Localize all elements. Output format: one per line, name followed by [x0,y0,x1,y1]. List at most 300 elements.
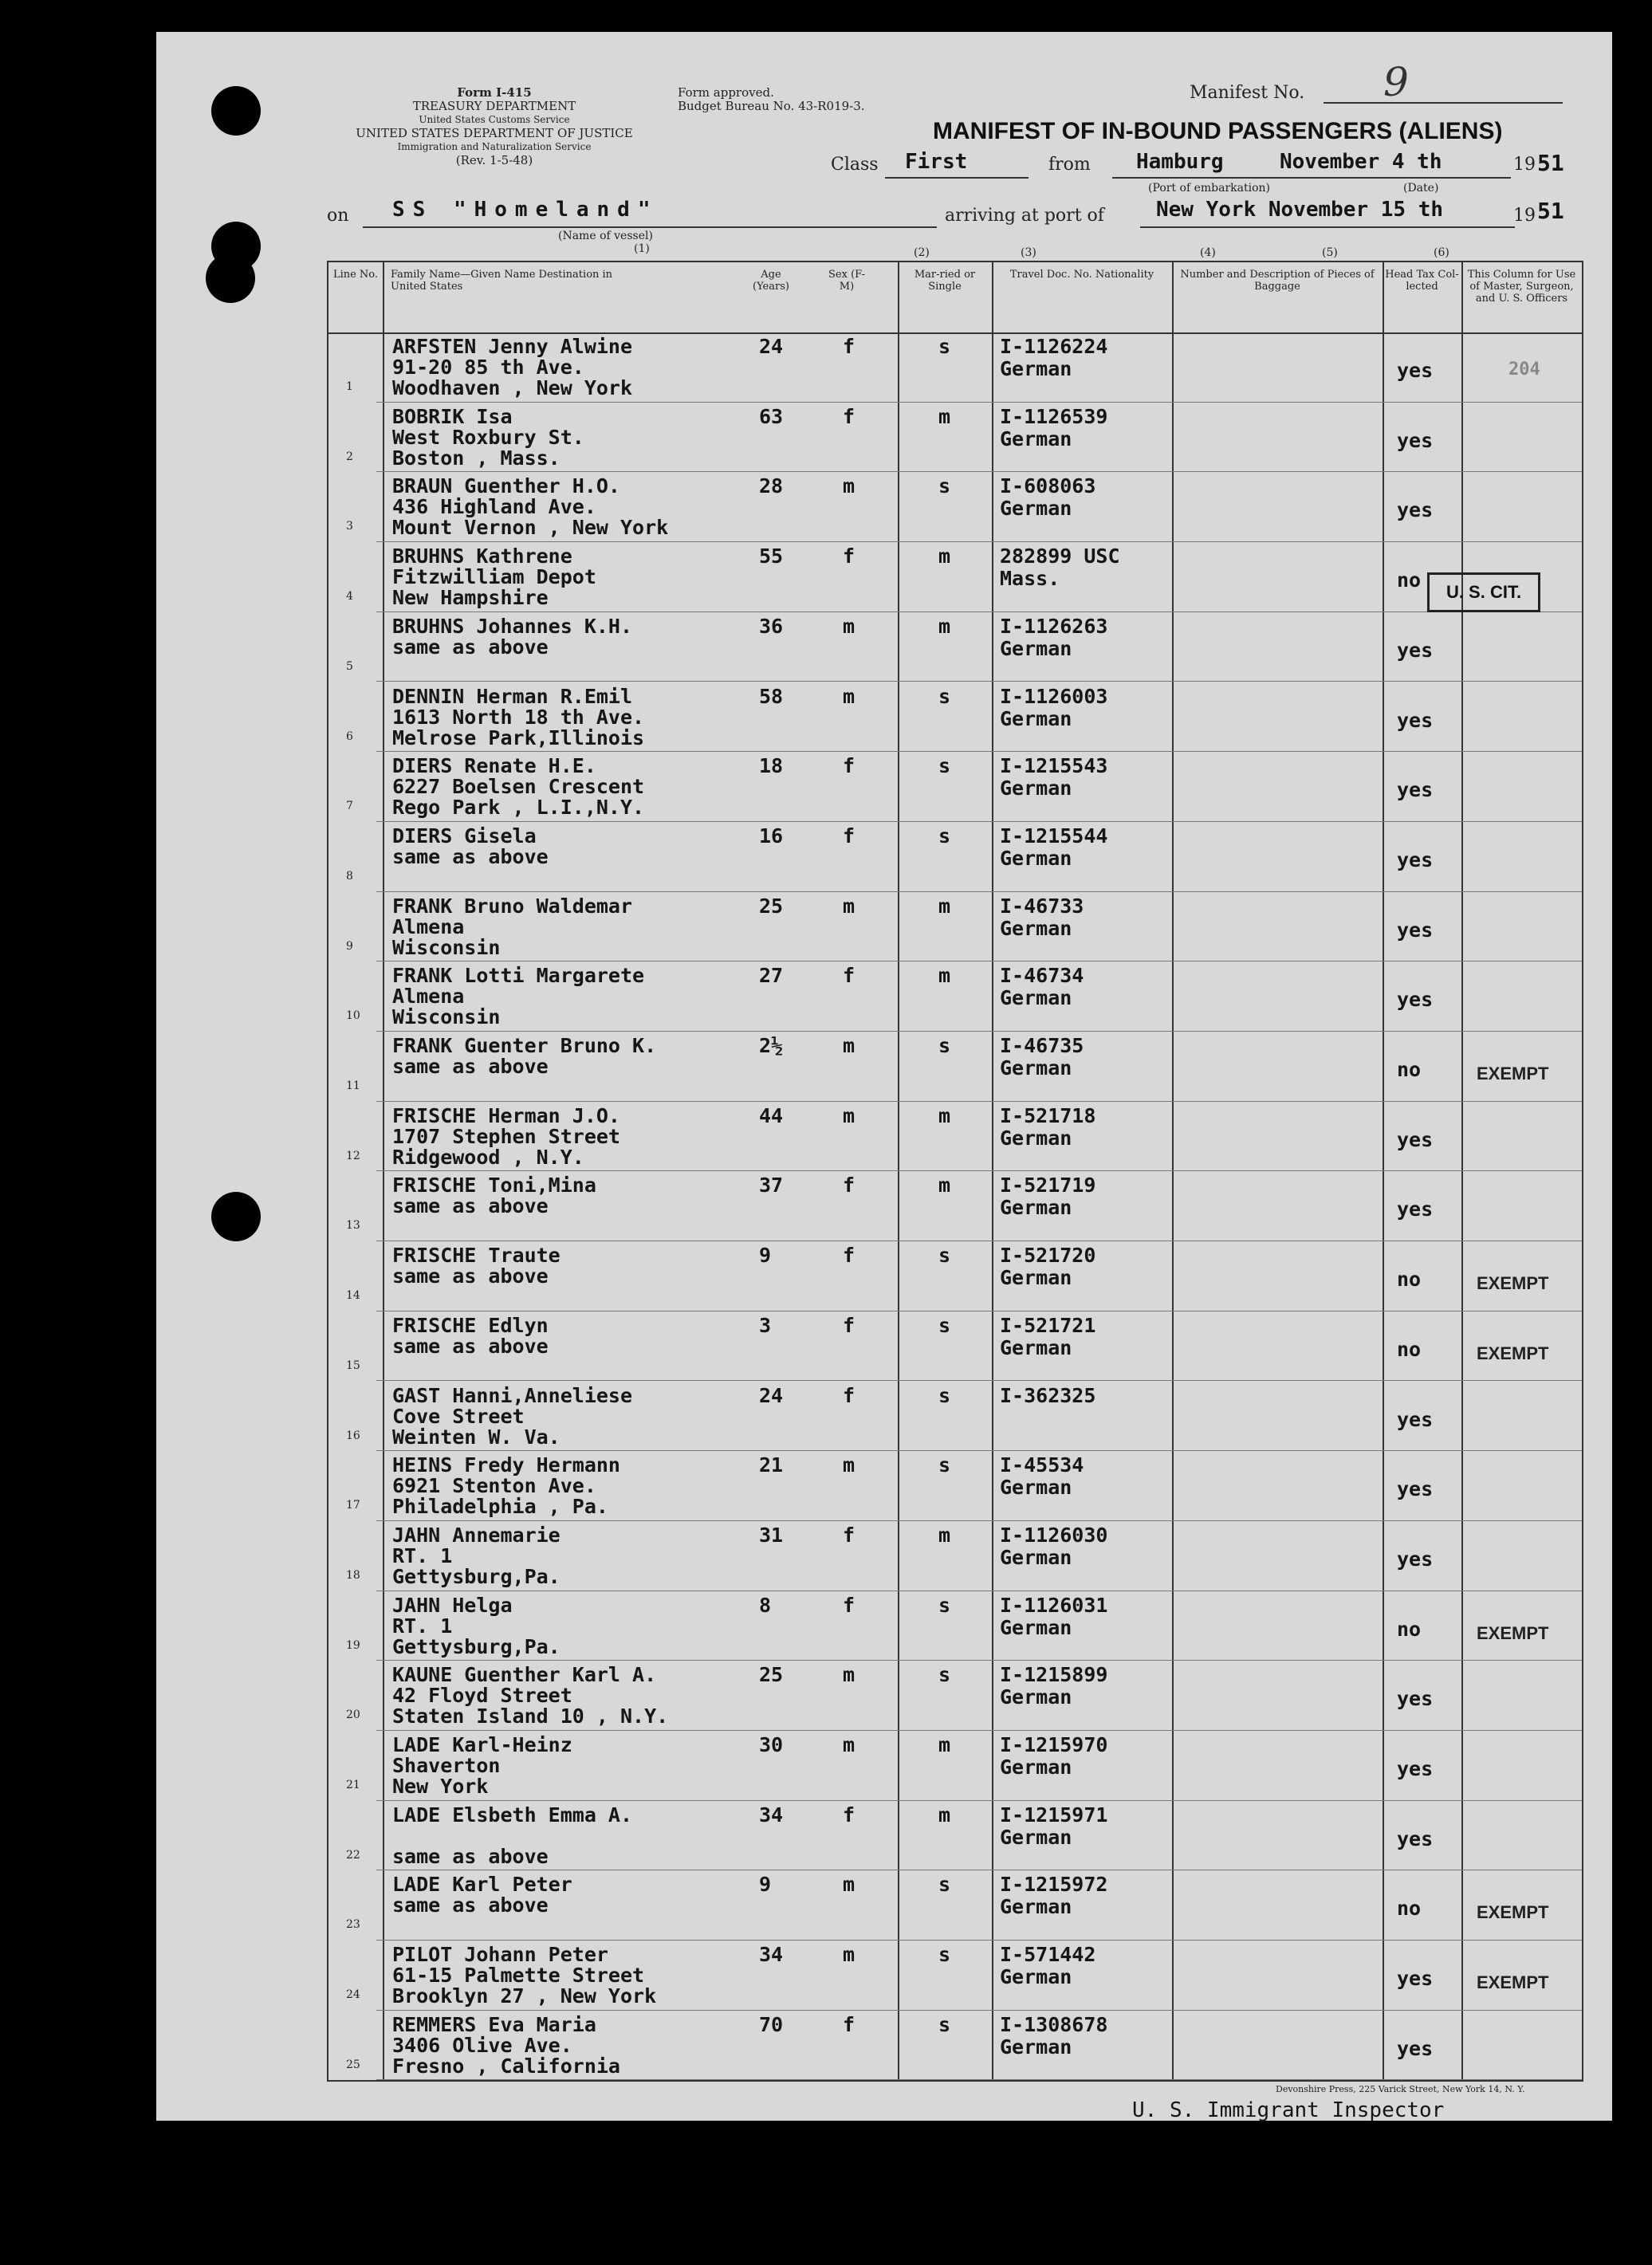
address-city: New York [392,1775,489,1798]
passenger-name: FRISCHE Traute [392,1244,560,1268]
class-value: First [905,150,968,174]
address-line: 1707 Stephen Street [392,1124,620,1148]
sex: m [843,1943,856,1967]
nationality: German [1000,497,1072,521]
sex: f [843,1174,856,1197]
head-tax: no [1397,568,1422,592]
line-number: 10 [346,1009,360,1023]
travel-doc-number: I-362325 [1000,1383,1096,1407]
marital-status: m [938,1174,951,1197]
address-line: same as above [392,1893,549,1917]
sex: m [843,614,856,638]
address-line: 3406 Olive Ave. [392,2033,572,2057]
on-label: on [327,206,349,226]
address-line: 1613 North 18 th Ave. [392,705,645,729]
address-city: New Hampshire [392,586,549,610]
address-line: same as above [392,1194,549,1218]
head-tax: yes [1397,1547,1434,1571]
address-line: 6227 Boelsen Crescent [392,775,645,799]
address-line: Fitzwilliam Depot [392,565,596,589]
sex: f [843,964,856,988]
col-head-travel: Travel Doc. No. Nationality [1009,269,1154,281]
address-city: Brooklyn 27 , New York [392,1984,657,2008]
marital-status: s [938,1593,951,1617]
us-citizen-stamp: U. S. CIT. [1427,572,1540,612]
class-label: Class [831,155,879,175]
nationality: German [1000,986,1072,1010]
marital-status: m [938,964,951,988]
officer-note: EXEMPT [1477,1343,1549,1363]
address-city: Boston , Mass. [392,446,560,470]
sex: f [843,824,856,847]
travel-doc-number: I-46733 [1000,894,1084,918]
arrival-port-date: New York November 15 th [1156,198,1444,222]
address-line: same as above [392,1055,549,1078]
column-number: (6) [1434,246,1449,259]
address-line: West Roxbury St. [392,425,584,449]
column-number: (3) [1021,246,1036,259]
age: 25 [759,894,784,918]
table-row [328,1311,1582,1382]
nationality: German [1000,916,1072,940]
line-number: 23 [346,1918,360,1932]
form-number: Form I-415 [457,85,532,100]
line-number: 1 [346,380,353,393]
passenger-name: PILOT Johann Peter [392,1943,608,1967]
sex: m [843,474,856,498]
address-line: same as above [392,635,549,659]
head-tax: yes [1397,988,1434,1012]
head-tax: yes [1397,1967,1434,1991]
sex: f [843,1523,856,1547]
passenger-name: FRISCHE Edlyn [392,1313,549,1337]
col-head-baggage: Number and Description of Pieces of Baggage [1180,269,1375,293]
manifest-table [327,261,1583,2082]
table-row [328,1661,1582,1731]
column-number: (2) [914,246,930,259]
address-line: 91-20 85 th Ave. [392,356,584,379]
age: 24 [759,1383,784,1407]
marital-status: m [938,545,951,568]
address-city: Fresno , California [392,2054,620,2078]
manifest-label: Manifest No. [1190,83,1305,103]
marital-status: s [938,684,951,708]
passenger-name: DIERS Gisela [392,824,537,847]
age: 3 [759,1313,772,1337]
table-row [328,1801,1582,1871]
age: 58 [759,684,784,708]
travel-doc-number: I-608063 [1000,474,1096,498]
inspector-signature-line: U. S. Immigrant Inspector [1132,2098,1445,2122]
head-tax: yes [1397,1687,1434,1711]
line-number: 18 [346,1568,360,1582]
col-head-age: Age (Years) [753,269,789,293]
from-underline [1112,177,1511,179]
officer-note: EXEMPT [1477,1622,1549,1643]
press-imprint: Devonshire Press, 225 Varick Street, New York 14, N. Y. [1276,2084,1525,2094]
sex: m [843,894,856,918]
age: 2½ [759,1034,784,1057]
address-line: Almena [392,914,465,938]
age: 34 [759,1943,784,1967]
age: 70 [759,2012,784,2036]
passenger-name: BOBRIK Isa [392,404,513,428]
sex: m [843,684,856,708]
age: 18 [759,754,784,778]
form-ins: Immigration and Naturalization Service [397,141,592,152]
passenger-name: BRAUN Guenther H.O. [392,474,620,498]
marital-status: s [938,1873,951,1897]
table-row [328,1521,1582,1591]
passenger-name: FRISCHE Herman J.O. [392,1103,620,1127]
nationality: German [1000,777,1072,800]
year-prefix: 19 [1513,155,1536,175]
head-tax: yes [1397,1127,1434,1151]
nationality: German [1000,636,1072,660]
travel-doc-number: I-1126031 [1000,1593,1108,1617]
line-number: 4 [346,590,353,604]
manifest-number: 9 [1383,59,1409,105]
sex: f [843,1593,856,1617]
line-number: 6 [346,729,353,743]
table-row [328,822,1582,892]
nationality: German [1000,1476,1072,1500]
address-line: Shaverton [392,1754,501,1777]
line-number: 19 [346,1638,360,1652]
address-line: 61-15 Palmette Street [392,1964,645,1988]
form-revision: (Rev. 1-5-48) [455,153,533,167]
sex: m [843,1103,856,1127]
marital-status: s [938,1383,951,1407]
sex: m [843,1663,856,1687]
table-row [328,472,1582,542]
age: 30 [759,1733,784,1756]
line-number: 22 [346,1848,360,1862]
head-tax: no [1397,1268,1422,1292]
marital-status: s [938,474,951,498]
binder-hole [211,1192,261,1241]
travel-doc-number: I-1126003 [1000,684,1108,708]
column-number: (4) [1200,246,1216,259]
marital-status: m [938,404,951,428]
nationality: German [1000,1335,1072,1359]
sex: f [843,545,856,568]
line-number: 7 [346,800,353,813]
officer-note: EXEMPT [1477,1273,1549,1294]
passenger-name: HEINS Fredy Hermann [392,1453,620,1477]
address-line: RT. 1 [392,1543,453,1567]
passenger-name: JAHN Helga [392,1593,513,1617]
nationality: German [1000,1825,1072,1849]
nationality: German [1000,1266,1072,1290]
binder-hole [211,86,261,136]
table-row [328,752,1582,822]
sex: f [843,335,856,358]
address-line: 6921 Stenton Ave. [392,1474,596,1498]
address-line: same as above [392,1334,549,1358]
age: 31 [759,1523,784,1547]
age: 24 [759,335,784,358]
officer-note: EXEMPT [1477,1064,1549,1083]
line-number: 5 [346,659,353,673]
travel-doc-number: I-521721 [1000,1313,1096,1337]
travel-doc-number: I-45534 [1000,1453,1084,1477]
address-city: Wisconsin [392,1005,501,1029]
age: 8 [759,1593,772,1617]
head-tax: no [1397,1058,1422,1081]
arrival-underline [1140,226,1515,228]
head-tax: yes [1397,918,1434,942]
head-tax: yes [1397,1197,1434,1221]
line-number: 21 [346,1779,360,1791]
vessel-underline [363,226,937,228]
travel-doc-number: I-46735 [1000,1034,1084,1057]
nationality: German [1000,1196,1072,1220]
table-row [328,1382,1582,1452]
age: 28 [759,474,784,498]
sex: f [843,1313,856,1337]
head-tax: yes [1397,1757,1434,1780]
nationality: German [1000,1965,1072,1989]
age: 63 [759,404,784,428]
travel-doc-number: I-1215970 [1000,1733,1108,1756]
column-number: (5) [1322,246,1338,259]
nationality: German [1000,706,1072,730]
age: 36 [759,614,784,638]
age: 9 [759,1244,772,1268]
date-caption: (Date) [1403,182,1439,195]
head-tax: yes [1397,1827,1434,1850]
manifest-title: MANIFEST OF IN-BOUND PASSENGERS (ALIENS) [933,118,1503,144]
table-row [328,542,1582,612]
row-divider [376,2079,1582,2080]
vessel-name: SS "Homeland" [392,198,659,222]
marital-status: s [938,335,951,358]
binder-hole [211,2125,261,2174]
head-tax: yes [1397,2036,1434,2060]
sex: f [843,1244,856,1268]
officer-note: EXEMPT [1477,1972,1549,1993]
head-tax: yes [1397,778,1434,802]
age: 37 [759,1174,784,1197]
address-city: Philadelphia , Pa. [392,1495,608,1519]
arrival-year-suffix: 51 [1537,198,1564,224]
sex: f [843,2012,856,2036]
nationality: German [1000,1615,1072,1639]
travel-doc-number: I-1308678 [1000,2012,1108,2036]
marital-status: m [938,1733,951,1756]
address-line: RT. 1 [392,1614,453,1638]
class-underline [885,177,1029,179]
address-city: Ridgewood , N.Y. [392,1145,584,1169]
marital-status: m [938,1803,951,1827]
passenger-name: FRANK Lotti Margarete [392,964,645,988]
marital-status: s [938,1453,951,1477]
col-head-tax: Head Tax Col-lected [1385,269,1459,293]
from-label: from [1048,155,1091,175]
sex: m [843,1873,856,1897]
sex: f [843,404,856,428]
table-row [328,682,1582,753]
marital-status: m [938,894,951,918]
table-row [328,961,1582,1032]
marital-status: s [938,1034,951,1057]
sex: m [843,1453,856,1477]
officer-note: 204 [1508,360,1540,379]
address-city: Woodhaven , New York [392,376,633,399]
line-number: 2 [346,450,353,463]
table-row [328,1870,1582,1941]
nationality: German [1000,846,1072,870]
nationality: Mass. [1000,567,1060,591]
head-tax: yes [1397,428,1434,452]
address-city: Gettysburg,Pa. [392,1634,560,1658]
passenger-name: DENNIN Herman R.Emil [392,684,633,708]
age: 9 [759,1873,772,1897]
table-row [328,612,1582,682]
address-city: Mount Vernon , New York [392,516,669,540]
address-line: 436 Highland Ave. [392,495,596,519]
travel-doc-number: 282899 USC [1000,545,1120,568]
head-tax: yes [1397,708,1434,732]
line-number: 17 [346,1499,360,1512]
travel-doc-number: I-1215544 [1000,824,1108,847]
travel-doc-number: I-1215971 [1000,1803,1108,1827]
passenger-name: FRISCHE Toni,Mina [392,1174,596,1197]
col-head-line: Line No. [332,269,379,281]
from-value: Hamburg [1136,150,1224,174]
address-line: Cove Street [392,1404,525,1428]
marital-status: s [938,1244,951,1268]
line-number: 16 [346,1429,360,1442]
head-tax: yes [1397,1407,1434,1431]
form-approval [678,86,865,113]
address-line: same as above [392,1264,549,1288]
sex: f [843,1383,856,1407]
travel-doc-number: I-46734 [1000,964,1084,988]
marital-status: m [938,1103,951,1127]
nationality: German [1000,1685,1072,1709]
passenger-name: FRANK Guenter Bruno K. [392,1034,657,1057]
line-number: 12 [346,1149,360,1162]
table-row [328,1241,1582,1311]
travel-doc-number: I-1215972 [1000,1873,1108,1897]
travel-doc-number: I-1215543 [1000,754,1108,778]
head-tax: no [1397,1617,1422,1641]
nationality: German [1000,1895,1072,1919]
head-tax: yes [1397,498,1434,522]
travel-doc-number: I-1126030 [1000,1523,1108,1547]
sex: m [843,1034,856,1057]
line-number: 25 [346,2058,360,2071]
table-row [328,332,1582,403]
passenger-name: FRANK Bruno Waldemar [392,894,633,918]
address-city: Melrose Park,Illinois [392,726,645,749]
passenger-name: BRUHNS Kathrene [392,545,572,568]
port-embark-caption: (Port of embarkation) [1148,182,1270,195]
col-head-name: Family Name—Given Name Destination in United States [391,269,613,293]
nationality: German [1000,1545,1072,1569]
line-number: 8 [346,869,353,883]
passenger-name: REMMERS Eva Maria [392,2012,596,2036]
passenger-name: BRUHNS Johannes K.H. [392,614,633,638]
table-row [328,1171,1582,1241]
sex: f [843,754,856,778]
departure-date: November 4 th [1280,150,1442,174]
passenger-name: ARFSTEN Jenny Alwine [392,335,633,358]
line-number: 20 [346,1709,360,1722]
address-city: same as above [392,1844,549,1868]
marital-status: s [938,2012,951,2036]
passenger-name: DIERS Renate H.E. [392,754,596,778]
line-number: 24 [346,1988,360,2002]
travel-doc-number: I-1215899 [1000,1663,1108,1687]
marital-status: m [938,614,951,638]
passenger-name: JAHN Annemarie [392,1523,560,1547]
age: 16 [759,824,784,847]
budget-bureau: Budget Bureau No. 43-R019-3. [678,99,865,113]
col-head-sex: Sex (F-M) [828,269,865,293]
marital-status: s [938,754,951,778]
col-head-married: Mar-ried or Single [914,269,976,293]
nationality: German [1000,2035,1072,2059]
form-justice: UNITED STATES DEPARTMENT OF JUSTICE [356,126,633,140]
line-number: 14 [346,1289,360,1303]
table-row [328,1032,1582,1102]
sex: m [843,1733,856,1756]
binder-hole [206,254,255,303]
col-head-officers: This Column for Use of Master, Surgeon, and U. S. Officers [1467,269,1576,305]
address-line: 42 Floyd Street [392,1684,572,1708]
marital-status: s [938,1663,951,1687]
head-tax: yes [1397,359,1434,382]
nationality: German [1000,1126,1072,1150]
nationality: German [1000,357,1072,380]
table-row [328,1731,1582,1801]
head-tax: yes [1397,847,1434,871]
passenger-name: LADE Karl-Heinz [392,1733,572,1756]
address-city: Wisconsin [392,935,501,959]
column-number: (1) [634,242,650,255]
form-service: United States Customs Service [419,114,570,125]
travel-doc-number: I-1126224 [1000,335,1108,358]
line-number: 9 [346,939,353,953]
age: 21 [759,1453,784,1477]
age: 44 [759,1103,784,1127]
age: 25 [759,1663,784,1687]
line-number: 13 [346,1219,360,1233]
marital-status: s [938,824,951,847]
marital-status: m [938,1523,951,1547]
year-suffix: 51 [1537,150,1564,176]
address-city: Rego Park , L.I.,N.Y. [392,796,645,820]
address-city: Weinten W. Va. [392,1425,560,1449]
age: 34 [759,1803,784,1827]
sex: f [843,1803,856,1827]
nationality: German [1000,1056,1072,1079]
head-tax: no [1397,1897,1422,1921]
head-tax: yes [1397,638,1434,662]
table-row [328,403,1582,473]
marital-status: s [938,1943,951,1967]
nationality: German [1000,1756,1072,1779]
travel-doc-number: I-1126539 [1000,404,1108,428]
passenger-name: KAUNE Guenther Karl A. [392,1663,657,1687]
address-line: Almena [392,985,465,1009]
age: 55 [759,545,784,568]
travel-doc-number: I-521719 [1000,1174,1096,1197]
manifest-underline [1324,102,1563,104]
